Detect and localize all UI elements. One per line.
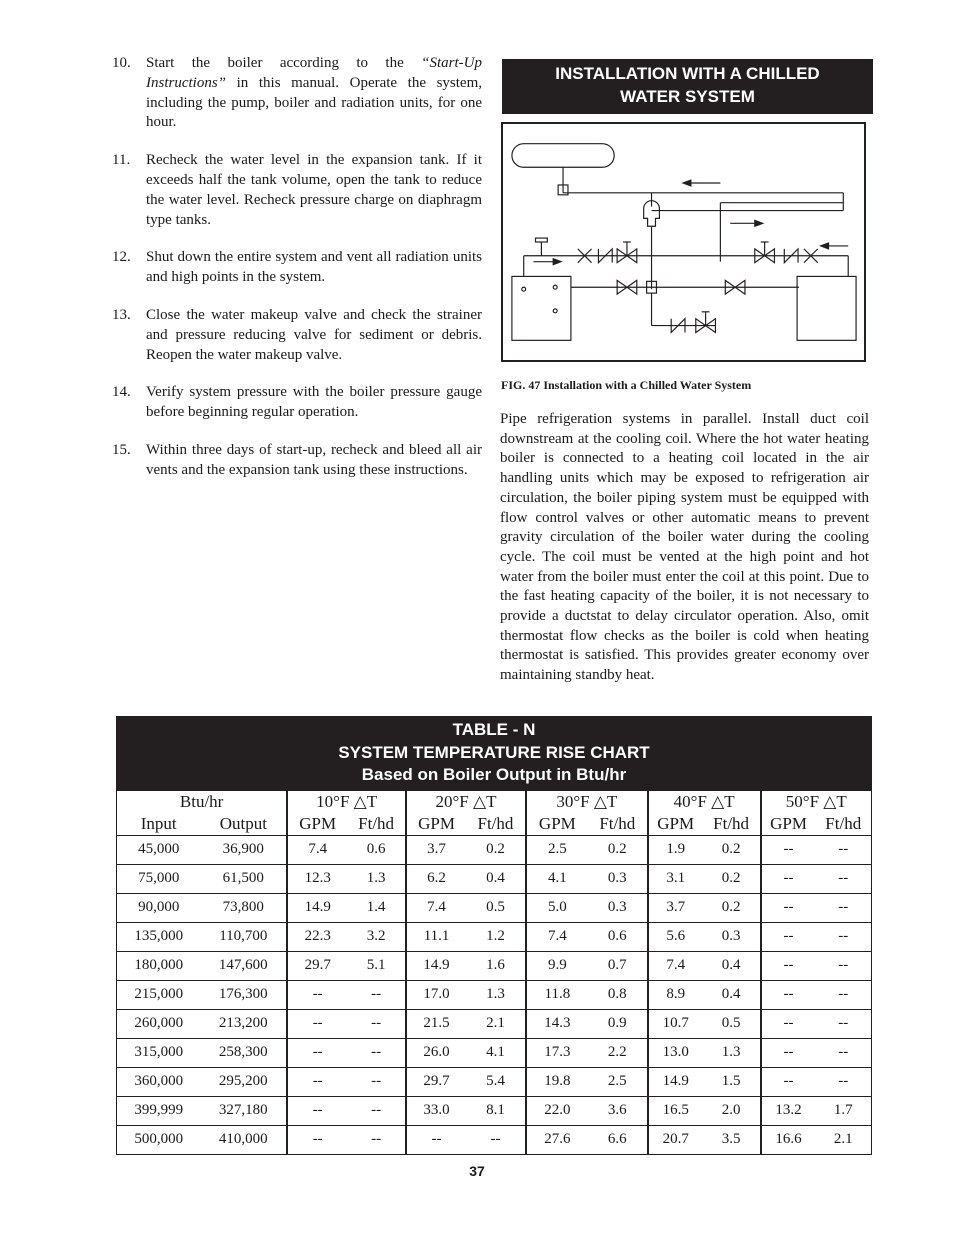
- table-cell: 258,300: [200, 1038, 287, 1067]
- table-cell: 27.6: [526, 1125, 588, 1154]
- table-cell: 260,000: [117, 1009, 201, 1038]
- table-cell: 500,000: [117, 1125, 201, 1154]
- table-cell: 9.9: [526, 951, 588, 980]
- table-cell: 2.1: [816, 1125, 872, 1154]
- table-cell: 0.3: [588, 893, 648, 922]
- delta-30-header: 30°F △T: [526, 791, 648, 813]
- table-cell: 29.7: [406, 1067, 466, 1096]
- table-cell: 0.3: [588, 864, 648, 893]
- table-cell: 16.5: [648, 1096, 703, 1125]
- table-row: [117, 980, 872, 1009]
- table-title: [116, 716, 872, 791]
- table-cell: 19.8: [526, 1067, 588, 1096]
- table-row: [117, 1009, 872, 1038]
- chilled-water-diagram: [501, 122, 866, 362]
- table-cell: 0.6: [588, 922, 648, 951]
- step-number: 12.: [112, 249, 131, 266]
- table-cell: --: [347, 980, 406, 1009]
- table-cell: 295,200: [200, 1067, 287, 1096]
- table-cell: 315,000: [117, 1038, 201, 1067]
- table-cell: 1.6: [466, 951, 526, 980]
- table-cell: --: [347, 1009, 406, 1038]
- table-cell: 1.7: [816, 1096, 872, 1125]
- body-paragraph: Pipe refrigeration systems in parallel. Install duct coil downstream at the cooling coil. Where the hot water heating boiler is connected to a heating coil located in the air handling units which may be exposed to refrigeration air circulation, the boiler piping system must be equipped with flow control valves or other automatic means to prevent gravity circulation of the boiler water during the cooling cycle. The coil must be vented at the high point and hot water from the boiler must enter the coil at this point. Due to the fast heating capacity of the boiler, it is not necessary to provide a ductstat to delay circulator operation. Also, omit thermostat flow checks as the boiler is cold when heating thermostat is satisfied. This provides greater economy over maintaining standby heat.: [500, 411, 869, 684]
- delta-50-header: 50°F △T: [761, 791, 872, 813]
- step-text: Start the boiler according to the “Start-Up Instructions” in this manual. Operate the system, including the pump, boiler and radiation units, for one hour.: [146, 55, 482, 131]
- table-cell: 14.9: [648, 1067, 703, 1096]
- table-cell: 4.1: [526, 864, 588, 893]
- input-header: Input: [117, 813, 201, 835]
- gpm-header: GPM: [406, 813, 466, 835]
- table-cell: 4.1: [466, 1038, 526, 1067]
- table-cell: 21.5: [406, 1009, 466, 1038]
- table-cell: 73,800: [200, 893, 287, 922]
- step-text: Within three days of start-up, recheck and bleed all air vents and the expansion tank using these instructions.: [146, 441, 482, 478]
- output-header: Output: [200, 813, 287, 835]
- table-cell: 176,300: [200, 980, 287, 1009]
- table-cell: --: [816, 1009, 872, 1038]
- fthd-header: Ft/hd: [816, 813, 872, 835]
- table-cell: 29.7: [287, 951, 347, 980]
- step-12: [112, 248, 482, 288]
- table-cell: --: [761, 1009, 816, 1038]
- table-cell: 2.5: [588, 1067, 648, 1096]
- table-cell: --: [816, 835, 872, 864]
- table-cell: --: [816, 864, 872, 893]
- table-cell: --: [761, 980, 816, 1009]
- table-cell: 61,500: [200, 864, 287, 893]
- table-cell: --: [466, 1125, 526, 1154]
- table-cell: --: [347, 1125, 406, 1154]
- table-cell: --: [761, 835, 816, 864]
- temperature-rise-grid: [116, 791, 872, 1155]
- table-cell: 1.3: [347, 864, 406, 893]
- step-text: Close the water makeup valve and check the strainer and pressure reducing valve for sediment or debris. Reopen the water makeup valve.: [146, 306, 482, 363]
- table-cell: --: [761, 864, 816, 893]
- table-cell: 36,900: [200, 835, 287, 864]
- gpm-header: GPM: [648, 813, 703, 835]
- table-cell: 2.5: [526, 835, 588, 864]
- table-cell: 45,000: [117, 835, 201, 864]
- table-cell: 1.3: [466, 980, 526, 1009]
- table-cell: 14.9: [287, 893, 347, 922]
- gpm-header: GPM: [761, 813, 816, 835]
- table-cell: 0.5: [466, 893, 526, 922]
- installation-steps: [112, 54, 482, 499]
- table-cell: 0.4: [703, 951, 761, 980]
- table-cell: 213,200: [200, 1009, 287, 1038]
- step-number: 10.: [112, 55, 131, 71]
- table-cell: 6.6: [588, 1125, 648, 1154]
- table-row: [117, 1096, 872, 1125]
- table-cell: 0.6: [347, 835, 406, 864]
- gpm-header: GPM: [287, 813, 347, 835]
- table-cell: 2.1: [466, 1009, 526, 1038]
- table-cell: --: [347, 1096, 406, 1125]
- table-cell: 1.4: [347, 893, 406, 922]
- table-cell: 3.2: [347, 922, 406, 951]
- table-row: [117, 922, 872, 951]
- delta-20-header: 20°F △T: [406, 791, 526, 813]
- table-cell: 7.4: [287, 835, 347, 864]
- delta-10-header: 10°F △T: [287, 791, 406, 813]
- table-cell: 0.9: [588, 1009, 648, 1038]
- table-cell: 7.4: [526, 922, 588, 951]
- table-cell: 22.3: [287, 922, 347, 951]
- step-number: 14.: [112, 384, 131, 401]
- table-cell: 6.2: [406, 864, 466, 893]
- step-text: Recheck the water level in the expansion tank. If it exceeds half the tank volume, open the tank to reduce the water level. Recheck pressure charge on diaphragm type tanks.: [146, 152, 482, 228]
- table-cell: 0.5: [703, 1009, 761, 1038]
- table-cell: 1.2: [466, 922, 526, 951]
- delta-40-header: 40°F △T: [648, 791, 761, 813]
- table-cell: 2.2: [588, 1038, 648, 1067]
- table-cell: 0.3: [703, 922, 761, 951]
- table-cell: --: [816, 893, 872, 922]
- table-cell: 10.7: [648, 1009, 703, 1038]
- table-cell: 13.2: [761, 1096, 816, 1125]
- section-header: [502, 59, 873, 114]
- table-title-line-1: TABLE - N: [452, 720, 536, 739]
- table-cell: 17.0: [406, 980, 466, 1009]
- table-cell: 0.7: [588, 951, 648, 980]
- table-cell: 2.0: [703, 1096, 761, 1125]
- table-cell: 5.4: [466, 1067, 526, 1096]
- table-cell: --: [761, 922, 816, 951]
- table-cell: --: [287, 1009, 347, 1038]
- table-cell: 0.4: [703, 980, 761, 1009]
- table-cell: 1.3: [703, 1038, 761, 1067]
- table-cell: 399,999: [117, 1096, 201, 1125]
- start-up-instructions-reference: “Start-Up Instructions”: [146, 55, 482, 91]
- table-cell: 7.4: [648, 951, 703, 980]
- fthd-header: Ft/hd: [466, 813, 526, 835]
- step-15: [112, 441, 482, 481]
- table-cell: 11.8: [526, 980, 588, 1009]
- table-cell: --: [816, 1067, 872, 1096]
- chiller-shape: [797, 276, 856, 340]
- table-cell: --: [287, 1067, 347, 1096]
- table-cell: 3.6: [588, 1096, 648, 1125]
- table-row: [117, 864, 872, 893]
- table-cell: 360,000: [117, 1067, 201, 1096]
- table-header-sub: [117, 813, 872, 835]
- table-cell: 20.7: [648, 1125, 703, 1154]
- fthd-header: Ft/hd: [347, 813, 406, 835]
- table-cell: --: [816, 1038, 872, 1067]
- table-cell: 0.2: [703, 893, 761, 922]
- table-cell: 1.9: [648, 835, 703, 864]
- table-cell: --: [287, 1096, 347, 1125]
- table-cell: 327,180: [200, 1096, 287, 1125]
- table-cell: 0.2: [588, 835, 648, 864]
- table-cell: --: [816, 951, 872, 980]
- table-cell: 22.0: [526, 1096, 588, 1125]
- table-cell: 5.0: [526, 893, 588, 922]
- step-13: [112, 306, 482, 365]
- table-title-line-2: SYSTEM TEMPERATURE RISE CHART: [338, 742, 650, 762]
- table-cell: --: [287, 980, 347, 1009]
- temperature-rise-table: [116, 716, 872, 1155]
- boiler-shape: [512, 276, 571, 340]
- gpm-header: GPM: [526, 813, 588, 835]
- table-cell: 16.6: [761, 1125, 816, 1154]
- section-title-line-1: INSTALLATION WITH A CHILLED: [555, 64, 820, 83]
- figure-caption: FIG. 47 Installation with a Chilled Water System: [501, 378, 752, 392]
- step-number: 11.: [112, 152, 131, 169]
- table-header-top: [117, 791, 872, 813]
- expansion-tank-shape: [512, 144, 614, 168]
- table-cell: 147,600: [200, 951, 287, 980]
- step-text: Shut down the entire system and vent all radiation units and high points in the system.: [146, 249, 482, 286]
- fthd-header: Ft/hd: [703, 813, 761, 835]
- table-cell: 7.4: [406, 893, 466, 922]
- table-cell: 8.1: [466, 1096, 526, 1125]
- table-cell: 5.6: [648, 922, 703, 951]
- table-row: [117, 835, 872, 864]
- table-cell: 3.7: [406, 835, 466, 864]
- table-cell: --: [761, 893, 816, 922]
- table-row: [117, 1125, 872, 1154]
- table-cell: 12.3: [287, 864, 347, 893]
- table-cell: 11.1: [406, 922, 466, 951]
- table-cell: --: [761, 1067, 816, 1096]
- table-cell: --: [816, 922, 872, 951]
- table-row: [117, 1067, 872, 1096]
- step-10: [112, 54, 482, 133]
- table-cell: --: [761, 951, 816, 980]
- fthd-header: Ft/hd: [588, 813, 648, 835]
- step-11: [112, 151, 482, 230]
- table-cell: 26.0: [406, 1038, 466, 1067]
- table-row: [117, 1038, 872, 1067]
- table-cell: 8.9: [648, 980, 703, 1009]
- table-cell: 3.5: [703, 1125, 761, 1154]
- table-cell: 13.0: [648, 1038, 703, 1067]
- table-cell: 14.3: [526, 1009, 588, 1038]
- table-cell: 0.2: [703, 835, 761, 864]
- table-cell: --: [761, 1038, 816, 1067]
- table-cell: 33.0: [406, 1096, 466, 1125]
- table-cell: --: [287, 1038, 347, 1067]
- table-title-line-3: Based on Boiler Output in Btu/hr: [361, 765, 627, 784]
- page-number: 37: [469, 1163, 485, 1179]
- table-cell: --: [347, 1038, 406, 1067]
- table-cell: 90,000: [117, 893, 201, 922]
- btu-header: Btu/hr: [117, 791, 288, 813]
- table-cell: 17.3: [526, 1038, 588, 1067]
- table-cell: 75,000: [117, 864, 201, 893]
- table-cell: 3.7: [648, 893, 703, 922]
- table-cell: 5.1: [347, 951, 406, 980]
- table-row: [117, 951, 872, 980]
- step-number: 13.: [112, 306, 131, 323]
- table-row: [117, 893, 872, 922]
- table-cell: 180,000: [117, 951, 201, 980]
- table-cell: 3.1: [648, 864, 703, 893]
- table-cell: --: [347, 1067, 406, 1096]
- section-title-line-2: WATER SYSTEM: [620, 87, 755, 106]
- table-cell: --: [816, 980, 872, 1009]
- step-number: 15.: [112, 441, 131, 458]
- step-text: Verify system pressure with the boiler pressure gauge before beginning regular operation.: [146, 384, 482, 421]
- table-cell: 0.2: [466, 835, 526, 864]
- table-cell: 0.2: [703, 864, 761, 893]
- table-cell: 135,000: [117, 922, 201, 951]
- table-cell: --: [287, 1125, 347, 1154]
- table-cell: 1.5: [703, 1067, 761, 1096]
- table-cell: 0.4: [466, 864, 526, 893]
- table-cell: 410,000: [200, 1125, 287, 1154]
- table-cell: 14.9: [406, 951, 466, 980]
- table-cell: 0.8: [588, 980, 648, 1009]
- table-cell: 110,700: [200, 922, 287, 951]
- step-14: [112, 383, 482, 423]
- table-cell: 215,000: [117, 980, 201, 1009]
- table-cell: --: [406, 1125, 466, 1154]
